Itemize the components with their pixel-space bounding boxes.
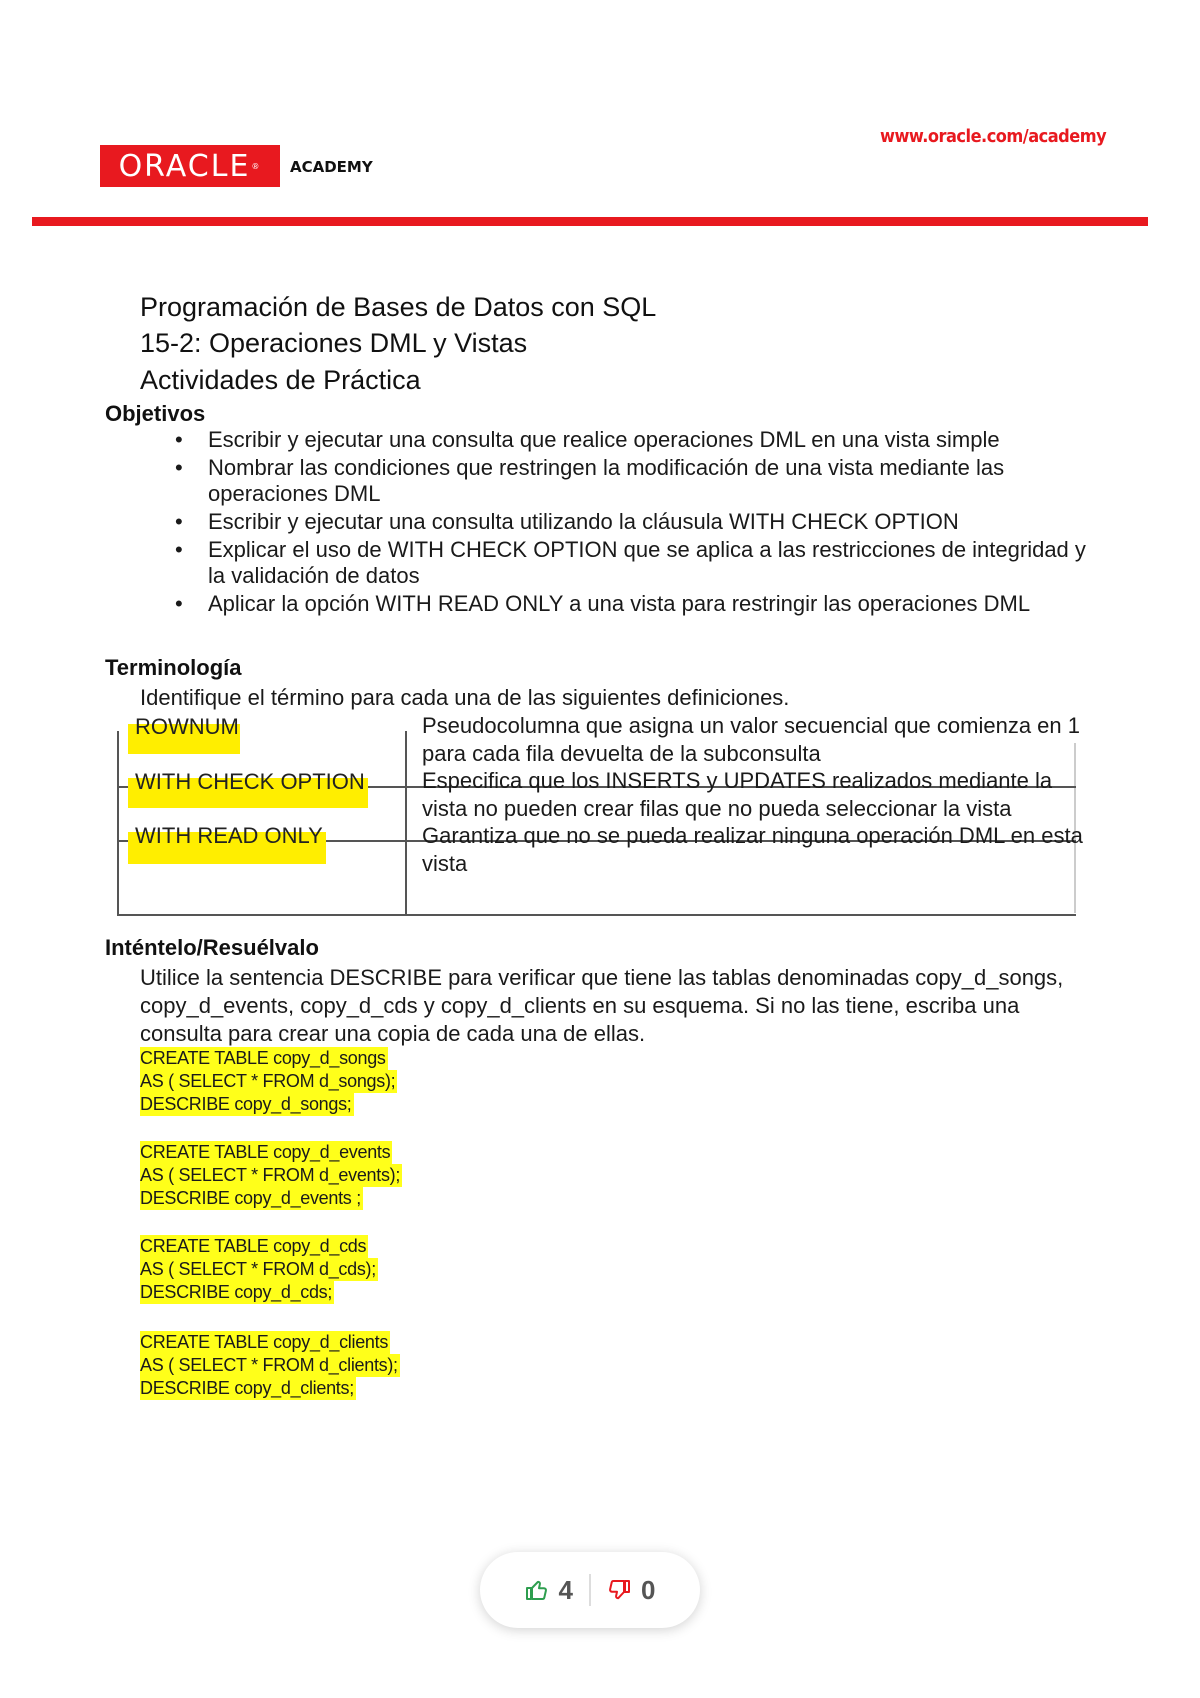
code-line: DESCRIBE copy_d_cds; [140, 1282, 333, 1302]
upvote-count: 4 [558, 1574, 573, 1605]
objective-item: • Aplicar la opción WITH READ ONLY a una vista para restringir las operaciones DML [175, 591, 1105, 617]
term-rownum: ROWNUM [135, 714, 239, 739]
definition-with-read-only: Garantiza que no se pueda realizar ninguna operación DML en esta vista [422, 823, 1083, 876]
code-block-clients [140, 1331, 400, 1400]
objectives-heading: Objetivos [105, 401, 206, 426]
header-divider [32, 217, 1148, 226]
thumbs-up-icon [525, 1578, 549, 1602]
code-line: AS ( SELECT * FROM d_events); [140, 1165, 401, 1185]
code-line: CREATE TABLE copy_d_clients [140, 1332, 389, 1352]
table-column-divider [405, 731, 407, 914]
definition-with-check-option: Especifica que los INSERTS y UPDATES realizados mediante la vista no pueden crear filas que no pueda seleccionar la vista [422, 768, 1053, 821]
logo-mark: ® [251, 161, 262, 171]
downvote-count: 0 [641, 1574, 656, 1605]
term-with-check-option: WITH CHECK OPTION [135, 769, 365, 794]
activity-title: Actividades de Práctica [140, 365, 421, 395]
lesson-title: 15-2: Operaciones DML y Vistas [140, 328, 528, 358]
code-block-events [140, 1141, 402, 1210]
term-with-read-only: WITH READ ONLY [135, 823, 323, 848]
upvote-button[interactable] [525, 1575, 573, 1606]
vote-widget [480, 1552, 700, 1628]
code-line: DESCRIBE copy_d_clients; [140, 1378, 354, 1398]
code-line: CREATE TABLE copy_d_cds [140, 1236, 367, 1256]
code-block-cds [140, 1235, 378, 1304]
terminology-heading: Terminología [105, 655, 242, 680]
objective-item: • Escribir y ejecutar una consulta utilizando la cláusula WITH CHECK OPTION [175, 509, 1105, 535]
code-line: AS ( SELECT * FROM d_songs); [140, 1071, 396, 1091]
thumbs-down-icon [607, 1578, 631, 1602]
code-line: AS ( SELECT * FROM d_cds); [140, 1259, 376, 1279]
code-line: CREATE TABLE copy_d_events [140, 1142, 391, 1162]
logo-text: ORACLE [118, 148, 251, 184]
code-line: CREATE TABLE copy_d_songs [140, 1048, 386, 1068]
course-title: Programación de Bases de Datos con SQL [140, 292, 657, 322]
objective-item: • Escribir y ejecutar una consulta que realice operaciones DML en una vista simple [175, 427, 1105, 453]
oracle-logo [100, 145, 280, 187]
try-it-intro: Utilice la sentencia DESCRIBE para verificar que tiene las tablas denominadas copy_d_songs, copy_d_events, copy_d_cds y copy_d_clients en su esquema. Si no las tiene, escriba una consulta para crear una copia de cada una de ellas. [140, 965, 1064, 1046]
code-line: AS ( SELECT * FROM d_clients); [140, 1355, 398, 1375]
code-line: DESCRIBE copy_d_events ; [140, 1188, 361, 1208]
vote-separator [589, 1574, 591, 1606]
definition-rownum: Pseudocolumna que asigna un valor secuencial que comienza en 1 para cada fila devuelta de la subconsulta [422, 713, 1080, 766]
objective-item: • Nombrar las condiciones que restringen la modificación de una vista mediante las operaciones DML [175, 455, 1105, 507]
try-it-heading: Inténtelo/Resuélvalo [105, 935, 319, 960]
downvote-button[interactable] [607, 1575, 655, 1606]
oracle-academy-link[interactable]: www.oracle.com/academy [880, 126, 1107, 147]
objective-item: • Explicar el uso de WITH CHECK OPTION que se aplica a las restricciones de integridad y la validación de datos [175, 537, 1105, 589]
code-block-songs [140, 1047, 397, 1116]
code-line: DESCRIBE copy_d_songs; [140, 1094, 352, 1114]
terminology-intro: Identifique el término para cada una de las siguientes definiciones. [140, 685, 790, 710]
objectives-list [175, 427, 1105, 619]
academy-label: ACADEMY [290, 158, 373, 176]
